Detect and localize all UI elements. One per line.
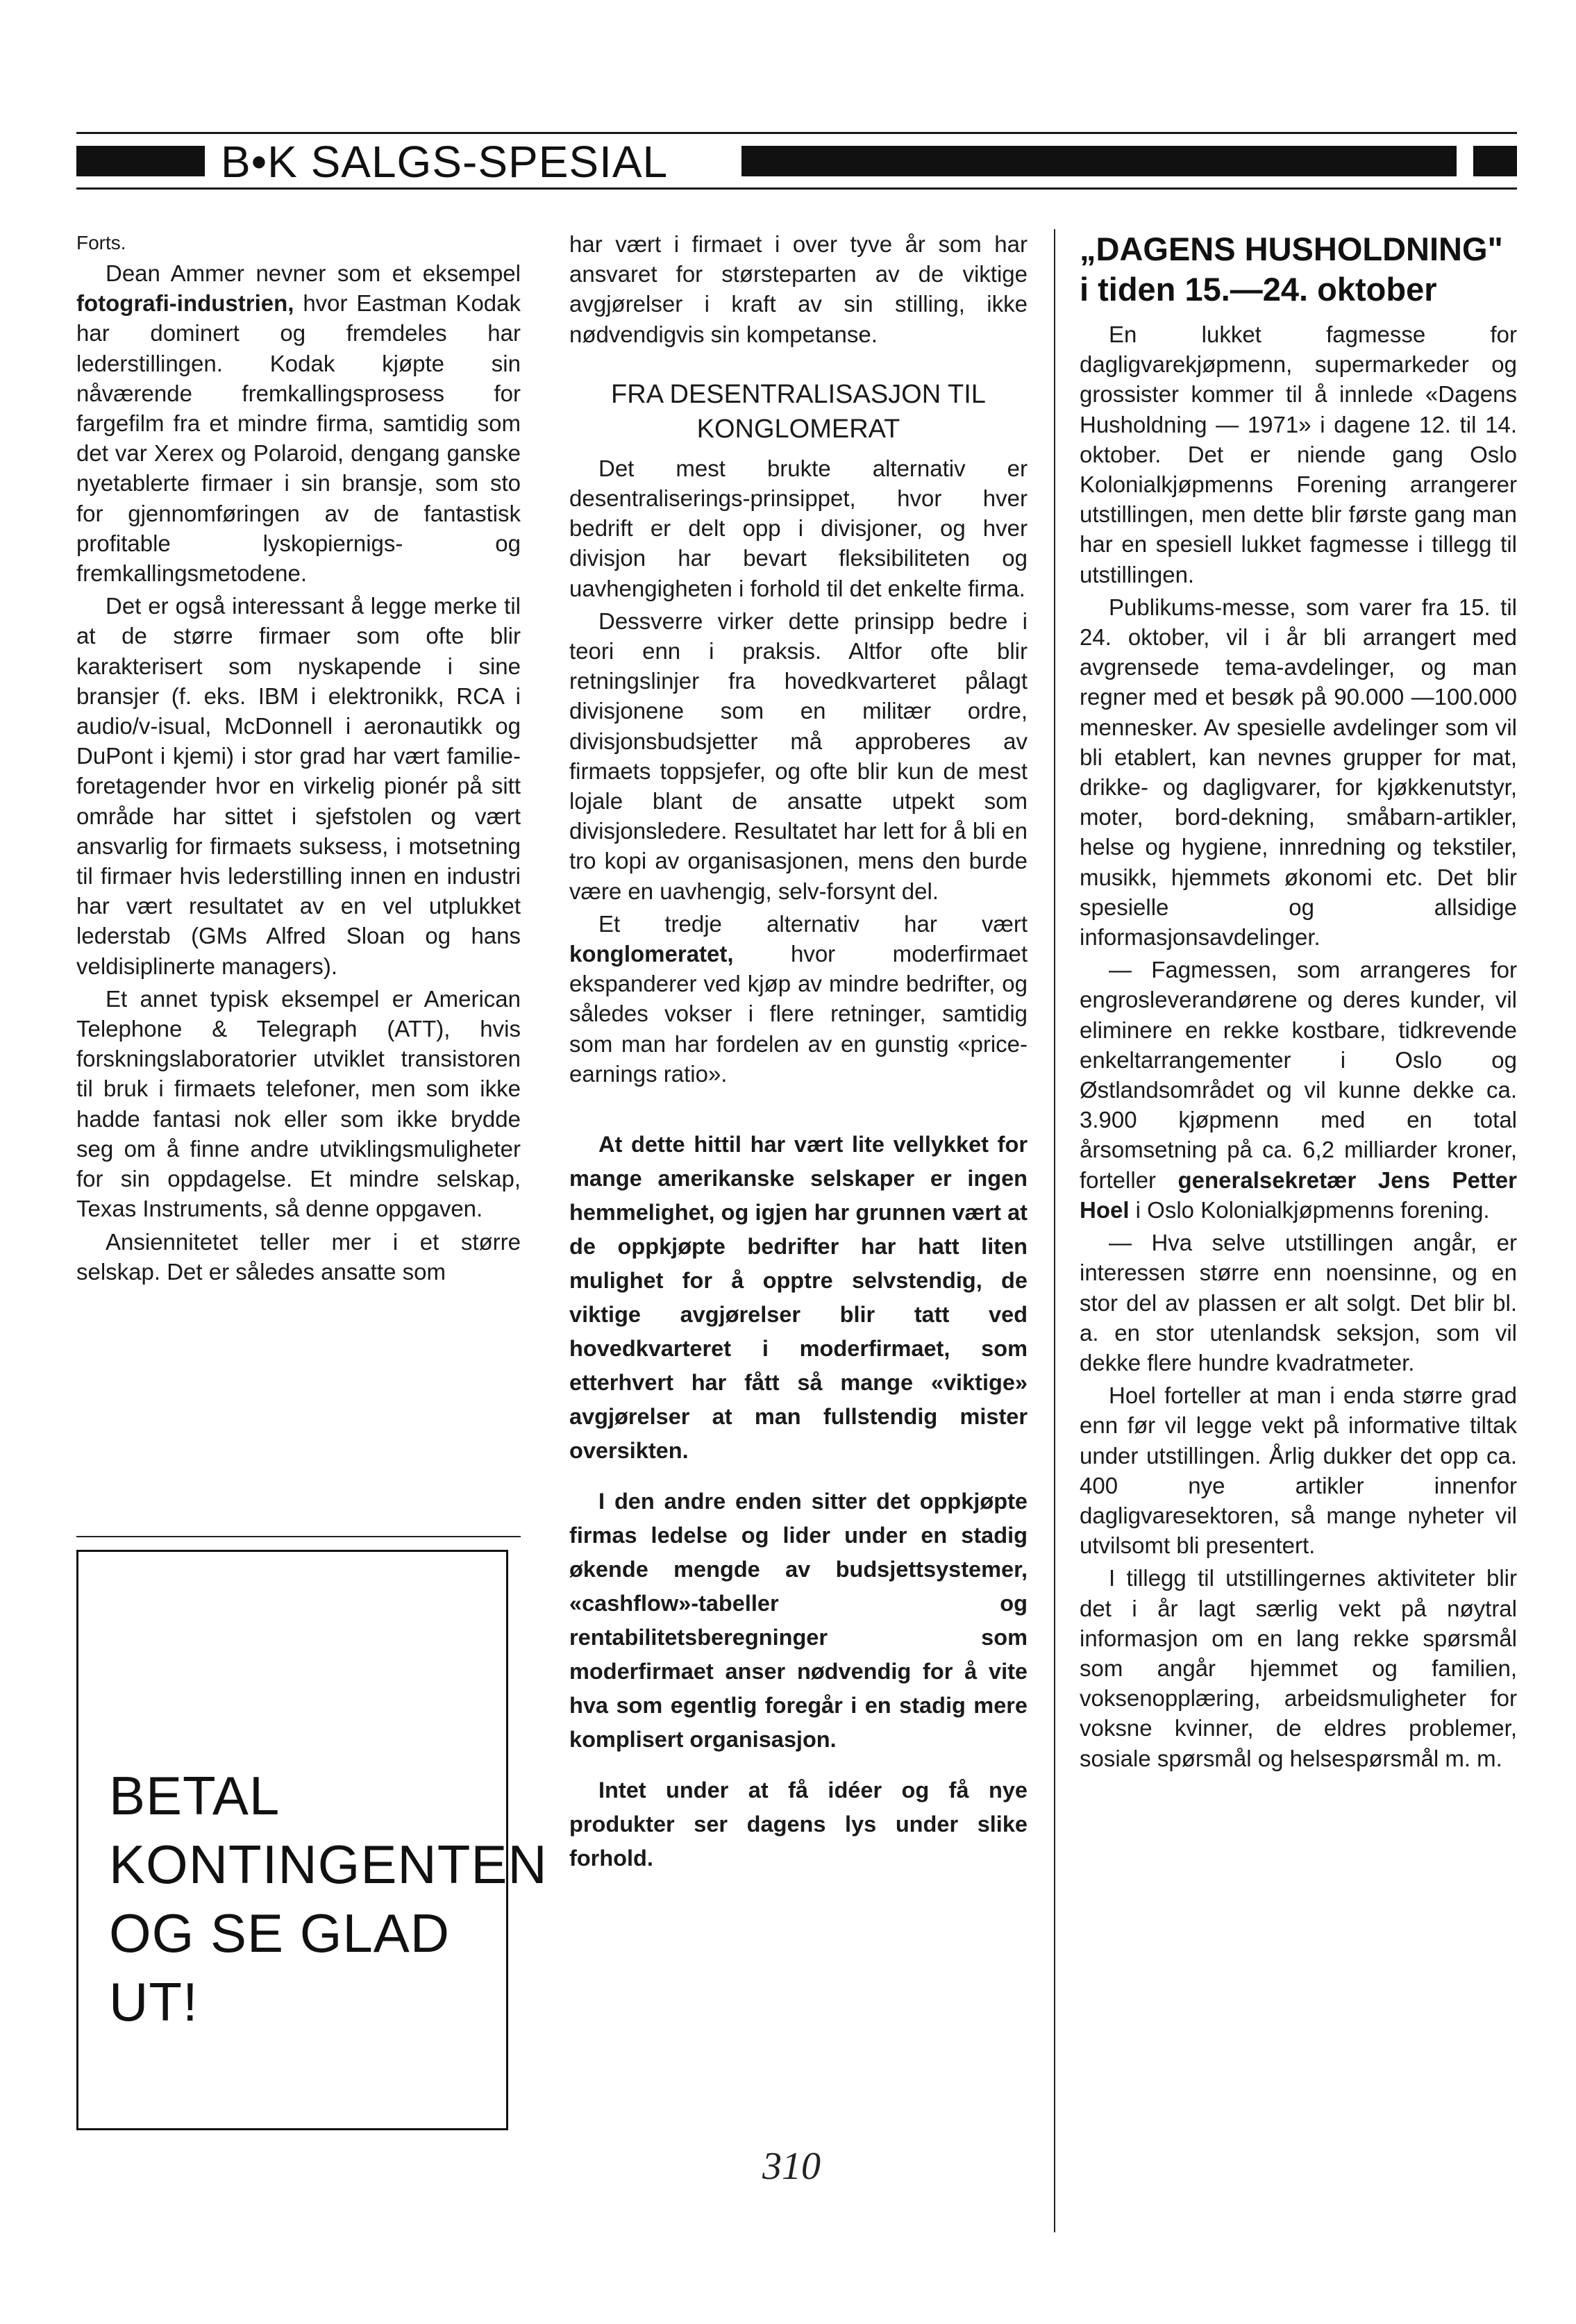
col3-paragraph-2: Publikums-messe, som varer fra 15. til 24. oktober, vil i år bli arrangert med avgrensede tema-avdelinger, og man regner med et besøk på 90.000 —100.000 mennesker. Av spesielle avdelinger som vil bli etablert, kan nevnes grupper for mat, drikke- og dagligvarer, for kjøkkenutstyr, moter, bord-dekning, småbarn-artikler, helse og hygiene, innredning og tekstiler, musikk, hjemmets økonomi etc. Det blir spesielle og allsidige informasjonsavdelinger. (1080, 594, 1517, 951)
col2-bold-block (569, 1128, 1028, 1875)
col3-paragraph-5: Hoel forteller at man i enda større grad enn før vil legge vekt på informative tiltak under utstillingen. Årlig dukker det opp ca. 400 nye artikler innenfor dagligvaresektoren, så mange nyheter vil utvilsomt bli presentert. (1080, 1382, 1517, 1559)
ad-text: BETAL KONTINGENTEN OG SE GLAD UT! (109, 1765, 548, 2032)
column-divider (1054, 229, 1055, 2232)
column-1-separator (76, 1536, 521, 1537)
col3-paragraph-1: En lukket fagmesse for dagligvarekjøpmenn, supermarkeder og grossister kommer til å innlede «Dagens Husholdning — 1971» i dagene 12. til 14. oktober. Det er niende gang Oslo Kolonialkjøpmenns Forening arrangerer utstillingen, men dette blir første gang man har en spesiell lukket fagmesse i tillegg til utstillingen. (1080, 321, 1517, 587)
col1-paragraph-2: Det er også interessant å legge merke til at de større firmaer som ofte blir karakterisert som nyskapende i sine bransjer (f. eks. IBM i elektronikk, RCA i audio/v-isual, McDonnell i aeronautikk og DuPont i kjemi) i stor grad har vært familie-foretagender hvor en virkelig pionér på sitt område har sittet i sjefstolen og vært ansvarlig for firmaets suksess, i motsetning til firmaer hvis lederstilling innen en industri har vært resultatet av en vel utplukket lederstab (GMs Alfred Sloan og hans veldisiplinerte managers). (76, 593, 521, 979)
col3-paragraph-6: I tillegg til utstillingernes aktiviteter blir det i år lagt særlig vekt på nøytral informasjon om en lang rekke spørsmål som angår hjemmet og familien, voksenopplæring, arbeidsmuligheter for voksne kvinner, de eldres problemer, sosiale spørsmål og helsespørsmål m. m. (1080, 1565, 1517, 1771)
continued-label: Forts. (76, 232, 126, 253)
col3-headline (1080, 229, 1517, 310)
col2-p4-text-b: hvor moderfirmaet ekspanderer ved kjøp av mindre bedrifter, og således vokser i flere retninger, samtidig som man har fordelen av en gunstig «price-earnings ratio». (569, 941, 1028, 1087)
col3-p3-text-b: i Oslo Kolonialkjøpmenns forening. (1129, 1196, 1490, 1223)
header-bottom-rule (76, 187, 1517, 190)
section-header (76, 132, 1517, 190)
col2-subheading: FRA DESENTRALISASJON TIL KONGLOMERAT (611, 379, 986, 444)
col3-headline-line-1: „DAGENS HUSHOLDNING" (1080, 231, 1503, 267)
col2-paragraph-4 (569, 909, 1028, 1089)
col2-bold-paragraph-3: Intet under at få idéer og få nye produkter ser dagens lys under slike forhold. (569, 1778, 1028, 1871)
col2-p4-bold: konglomeratet, (569, 941, 734, 967)
col1-paragraph-1 (76, 258, 521, 588)
col1-p1-text-b: hvor Eastman Kodak har dominert og fremdeles har lederstillingen. Kodak kjøpte sin nåværende fremkallingsprosess for fargefilm fra et mindre firma, samtidig som det var Xerex og Polaroid, dengang ganske nyetablerte firmaer i sin bransje, som sto for gjennomføringen av de fantastisk profitable lyskopiernigs- og fremkallingsmetodene. (76, 290, 521, 587)
col3-p3-text-a: — Fagmessen, som arrangeres for engrosleverandørene og deres kunder, vil eliminere en rekke kostbare, tidkrevende enkeltarrangementer i Oslo og Østlandsområdet og vil kunne dekke ca. 3.900 kjøpmenn med en total årsomsetning på ca. 6,2 milliarder kroner, forteller (1080, 957, 1517, 1193)
column-2 (569, 229, 1028, 1892)
col3-paragraph-4: — Hva selve utstillingen angår, er interessen større enn noensinne, og en stor del av plassen er alt solgt. Det blir bl. a. en stor utenlandsk seksjon, som vil dekke flere hundre kvadratmeter. (1080, 1230, 1517, 1376)
col1-p1-bold: fotografi-industrien, (76, 290, 294, 317)
col3-p3-bold: generalsekretær Jens Petter Hoel (1080, 1167, 1517, 1223)
column-3 (1080, 229, 1517, 1776)
column-1 (76, 229, 521, 1289)
header-black-bar-middle (741, 146, 1457, 176)
col2-bold-paragraph-2: I den andre enden sitter det oppkjøpte firmas ledelse og lider under en stadig økende mengde av budsjettsystemer, «cashflow»-tabeller og rentabilitetsberegninger som moderfirmaet anser nødvendig for å vite hva som egentlig foregår i en stadig mere komplisert organisasjon. (569, 1489, 1028, 1753)
page-number: 310 (762, 2145, 821, 2188)
col2-p4-text-a: Et tredje alternativ har vært (598, 910, 1028, 937)
col2-paragraph-2: Det mest brukte alternativ er desentraliserings-prinsippet, hvor hver bedrift er delt opp i divisjoner, og hver divisjon har bevart fleksibiliteten og uavhengigheten i forhold til det enkelte firma. (569, 455, 1028, 601)
header-black-bar-right (1473, 146, 1517, 176)
col3-headline-line-2: i tiden 15.—24. oktober (1080, 271, 1437, 308)
section-title: B•K SALGS-SPESIAL (221, 137, 669, 187)
col3-paragraph-3 (1080, 955, 1517, 1225)
col1-paragraph-4: Ansiennitetet teller mer i et større selskap. Det er således ansatte som (76, 1228, 521, 1285)
ad-box (76, 1550, 548, 2130)
header-top-rule (76, 132, 1517, 134)
col2-paragraph-3: Dessverre virker dette prinsipp bedre i teori enn i praksis. Altfor ofte blir retningslinjer fra hovedkvarteret pålagt divisjonene som en militær ordre, divisjonsbudsjetter må approberes av firmaets toppsjefer, og ofte blir kun de mest lojale blant de ansatte utpekt som divisjonsledere. Resultatet har lett for å bli en tro kopi av organisasjonen, mens den burde være en uavhengig, selv-forsynt del. (569, 608, 1028, 904)
col2-paragraph-1: har vært i firmaet i over tyve år som har ansvaret for størsteparten av de viktige avgjørelser i kraft av sin stilling, ikke nødvendigvis sin kompetanse. (569, 231, 1028, 347)
col1-p1-text-a: Dean Ammer nevner som et eksempel (106, 260, 521, 286)
header-black-bar-left (76, 146, 205, 176)
col1-paragraph-3: Et annet typisk eksempel er American Telephone & Telegraph (ATT), hvis forskningslaboratorier utviklet transistoren til bruk i firmaets telefoner, men som ikke hadde fantasi nok eller som ikke brydde seg om å finne andre utviklingsmuligheter for sin oppdagelse. Et mindre selskap, Texas Instruments, så denne oppgaven. (76, 985, 521, 1222)
col2-bold-paragraph-1: At dette hittil har vært lite vellykket for mange amerikanske selskaper er ingen hemmelighet, og igjen har grunnen vært at de oppkjøpte bedrifter har hatt liten mulighet for å opptre selvstendig, de viktige avgjørelser blir tatt ved hovedkvarteret i moderfirmaet, som etterhvert har fått så mange «viktige» avgjørelser at man fullstendig mister oversikten. (569, 1132, 1028, 1464)
